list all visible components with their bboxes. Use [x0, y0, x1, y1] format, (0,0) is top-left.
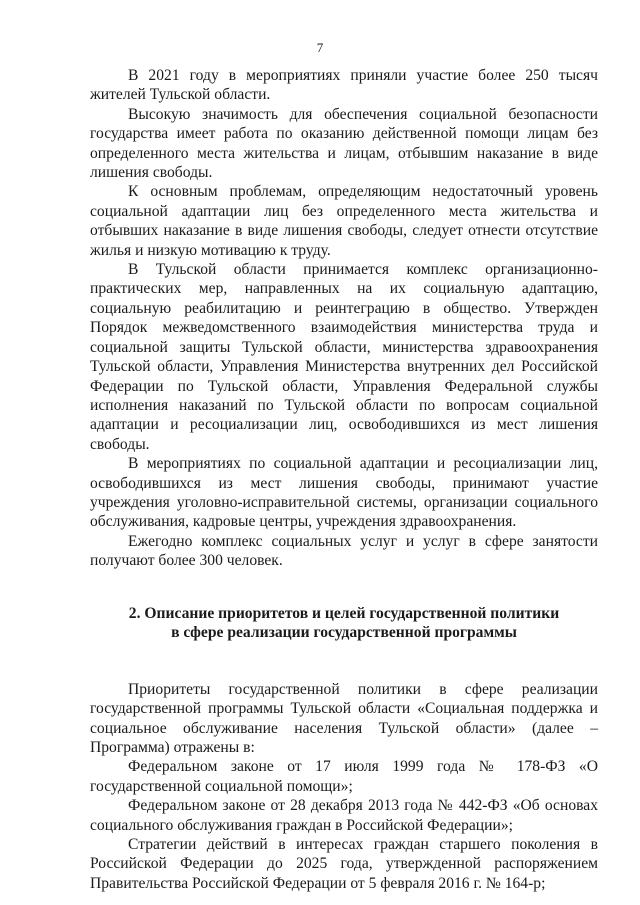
- paragraph-law-442: Федеральном законе от 28 декабря 2013 года № 442-ФЗ «Об основах социального обслуживания граждан в Российской Федерации»;: [90, 797, 598, 834]
- paragraph-measures: В Тульской области принимается комплекс организационно-практических мер, направленных на их социальную адаптацию, социальную реабилитацию и реинтеграцию в общество. Утвержден Порядок межведомственного взаимодействия министерства труда и социальной защиты Тульской области, министерства здравоохранения Тульской области, Управления Министерства внутренних дел Российской Федерации по Тульской области, Управления Федеральной службы исполнения наказаний по Тульской области по вопросам социальной адаптации и ресоциализации лиц, освободившихся из мест лишения свободы.: [90, 261, 598, 453]
- paragraph-participants: В 2021 году в мероприятиях приняли участие более 250 тысяч жителей Тульской области.: [90, 67, 598, 104]
- paragraph-annual-services: Ежегодно комплекс социальных услуг и услуг в сфере занятости получают более 300 человек.: [90, 532, 598, 570]
- page-number: 7: [316, 40, 324, 55]
- paragraph-law-178: Федеральном законе от 17 июля 1999 года № 178-ФЗ «О государственной социальной помощи»;: [90, 758, 598, 795]
- paragraph-social-security: Высокую значимость для обеспечения социальной безопасности государства имеет работа по оказанию действенной помощи лицам без определенного места жительства и лицам, отбывшим наказание в виде лишения свободы.: [90, 105, 598, 182]
- paragraph-participating-institutions: В мероприятиях по социальной адаптации и ресоциализации лиц, освободившихся из мест лишения свободы, принимают участие учреждения уголовно-исправительной системы, организации социального обслуживания, кадровые центры, учреждения здравоохранения.: [90, 455, 598, 531]
- paragraph-priorities: Приоритеты государственной политики в сфере реализации государственной программы Тульской области «Социальная поддержка и социальное обслуживание населения Тульской области» (далее – Программа) отражены в:: [90, 680, 598, 756]
- document-body: [90, 66, 598, 893]
- paragraph-strategy: Стратегии действий в интересах граждан старшего поколения в Российской Федерации до 2025 года, утвержденной распоряжением Правительства Российской Федерации от 5 февраля 2016 г. № 164-р;: [90, 836, 598, 892]
- section-heading-line-1: 2. Описание приоритетов и целей государственной политики: [128, 604, 560, 622]
- paragraph-main-problems: К основным проблемам, определяющим недостаточный уровень социальной адаптации лиц без определенного места жительства и отбывших наказание в виде лишения свободы, следует отнести отсутствие жилья и низкую мотивацию к труду.: [90, 183, 598, 259]
- section-heading: [90, 604, 598, 643]
- section-heading-line-2: в сфере реализации государственной программы: [171, 624, 517, 642]
